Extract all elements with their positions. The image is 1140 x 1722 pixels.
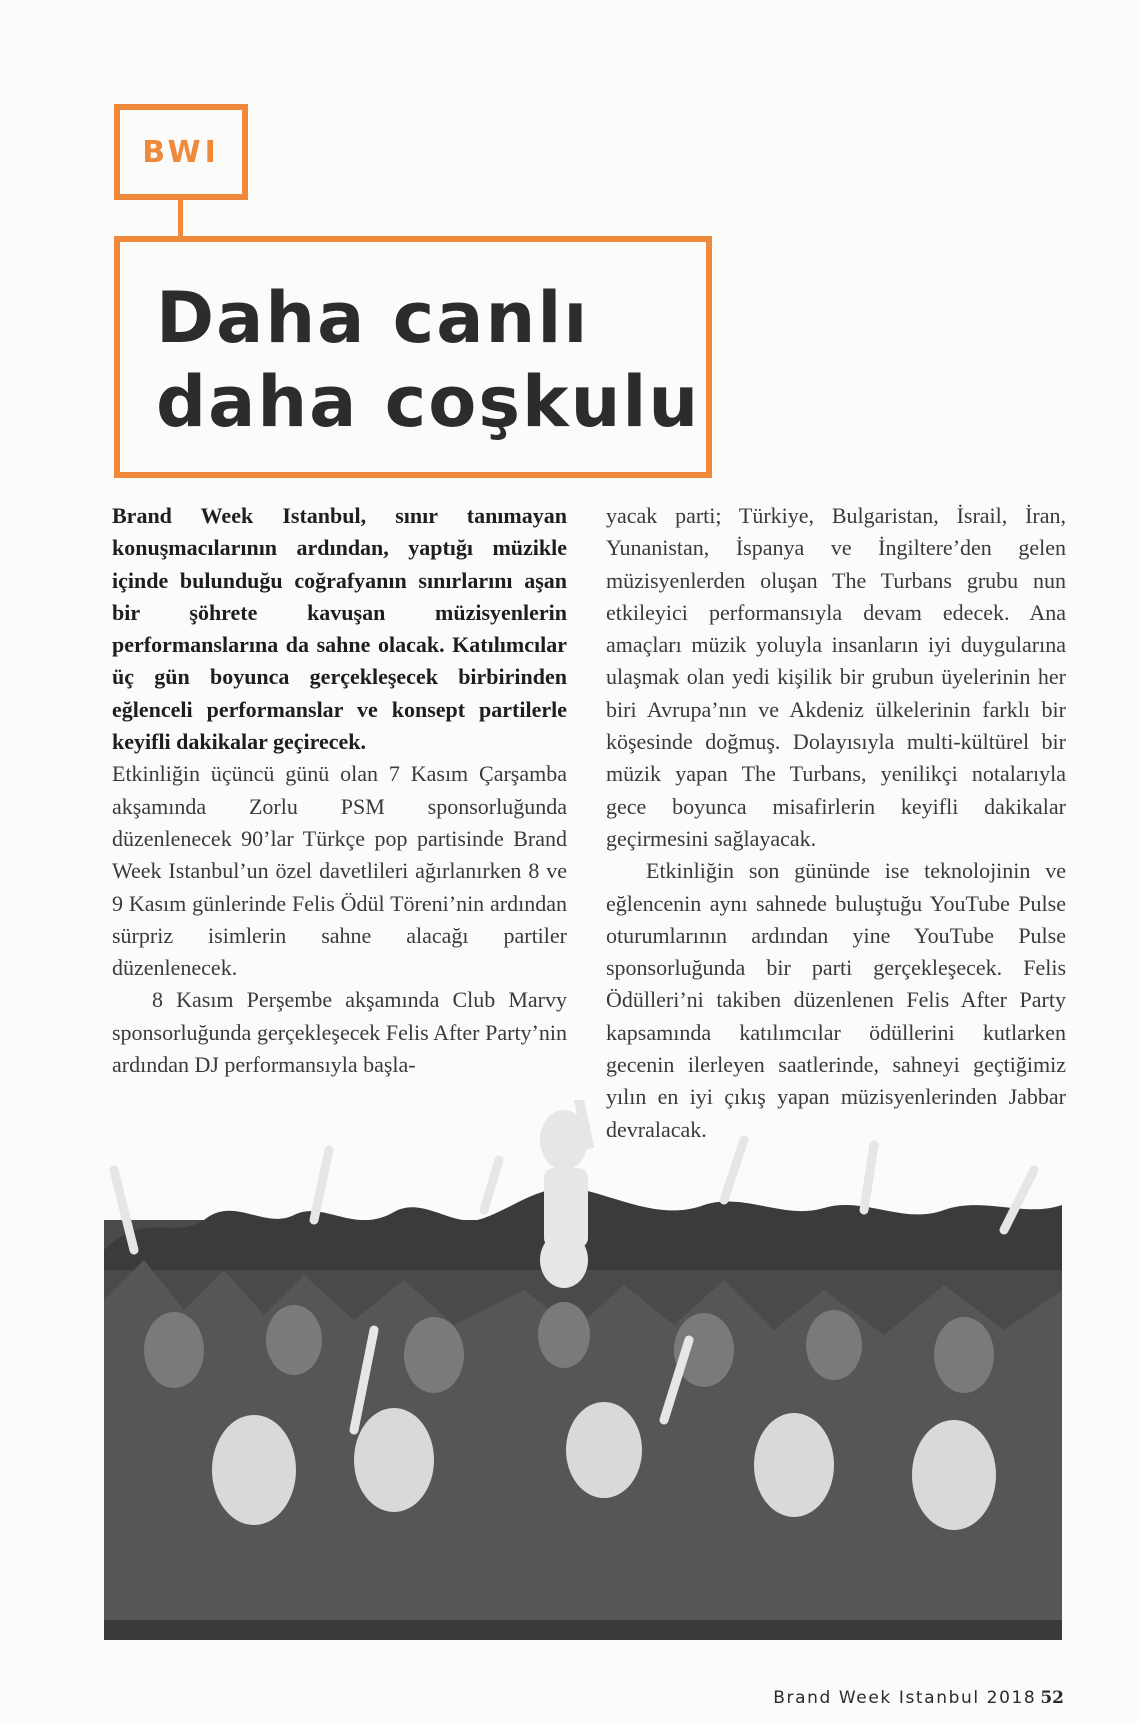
body-paragraph: 8 Kasım Perşembe akşamında Club Marvy sponsorluğunda gerçekleşecek Felis After Party’nin ardından DJ performansıyla başla-	[112, 987, 567, 1078]
publication-name: Brand Week Istanbul 2018	[773, 1688, 1037, 1708]
page-footer	[700, 1688, 1064, 1708]
crowd-illustration	[104, 1100, 1062, 1640]
headline-line-2: daha coşkulu	[156, 361, 701, 443]
section-badge	[114, 104, 248, 200]
badge-connector-line	[178, 200, 183, 236]
body-paragraph: yacak parti; Türkiye, Bulgaristan, İsrail, İran, Yunanistan, İspanya ve İngiltere’den gelen müzisyenlerden oluşan The Turbans grubu nun etkileyici performansıyla devam edecek. Ana amaçları müzik yoluyla insanların iyi duygularına ulaşmak olan yedi kişilik bir grubun üyelerinin her biri Avrupa’nın ve Akdeniz ülkelerinin farklı bir köşesinde doğmuş. Dolayısıyla multi-kültürel bir müzik yapan The Turbans, yenilikçi notalarıyla gece boyunca misafirlerin keyifli dakikalar geçirmesini sağlayacak.	[606, 503, 1066, 851]
headline	[156, 276, 700, 444]
article-column-right	[606, 500, 1066, 1146]
headline-frame	[114, 236, 712, 478]
article-column-left	[112, 500, 567, 1081]
headline-line-1: Daha canlı	[156, 277, 590, 359]
page-number: 52	[1040, 1688, 1064, 1708]
badge-label: BWI	[142, 134, 220, 170]
body-paragraph: Etkinliğin üçüncü günü olan 7 Kasım Çarşamba akşamında Zorlu PSM sponsorluğunda düzenlenecek 90’lar Türkçe pop partisinde Brand Week Istanbul’un özel davetlileri ağırlanırken 8 ve 9 Kasım günlerinde Felis Ödül Töreni’nin ardından sürpriz isimlerin sahne alacağı partiler düzenlenecek.	[112, 761, 567, 981]
body-paragraph: Etkinliğin son gününde ise teknolojinin ve eğlencenin aynı sahnede buluştuğu YouTube Pulse oturumlarının ardından yine YouTube Pulse sponsorluğunda bir parti gerçekleşecek. Felis Ödülleri’ni takiben düzenlenen Felis After Party kapsamında katılımcılar ödüllerini kutlarken gecenin ilerleyen saatlerinde, sahneyi geçtiğimiz yılın en iyi çıkış yapan müzisyenlerinden Jabbar devralacak.	[606, 858, 1066, 1142]
lead-paragraph: Brand Week Istanbul, sınır tanımayan konuşmacılarının ardından, yaptığı müzikle içinde bulunduğu coğrafyanın sınırlarını aşan bir şöhrete kavuşan müzisyenlerin performanslarına da sahne olacak. Katılımcılar üç gün boyunca gerçekleşecek birbirinden eğlenceli performanslar ve konsept partilerle keyifli dakikalar geçirecek.	[112, 503, 567, 755]
